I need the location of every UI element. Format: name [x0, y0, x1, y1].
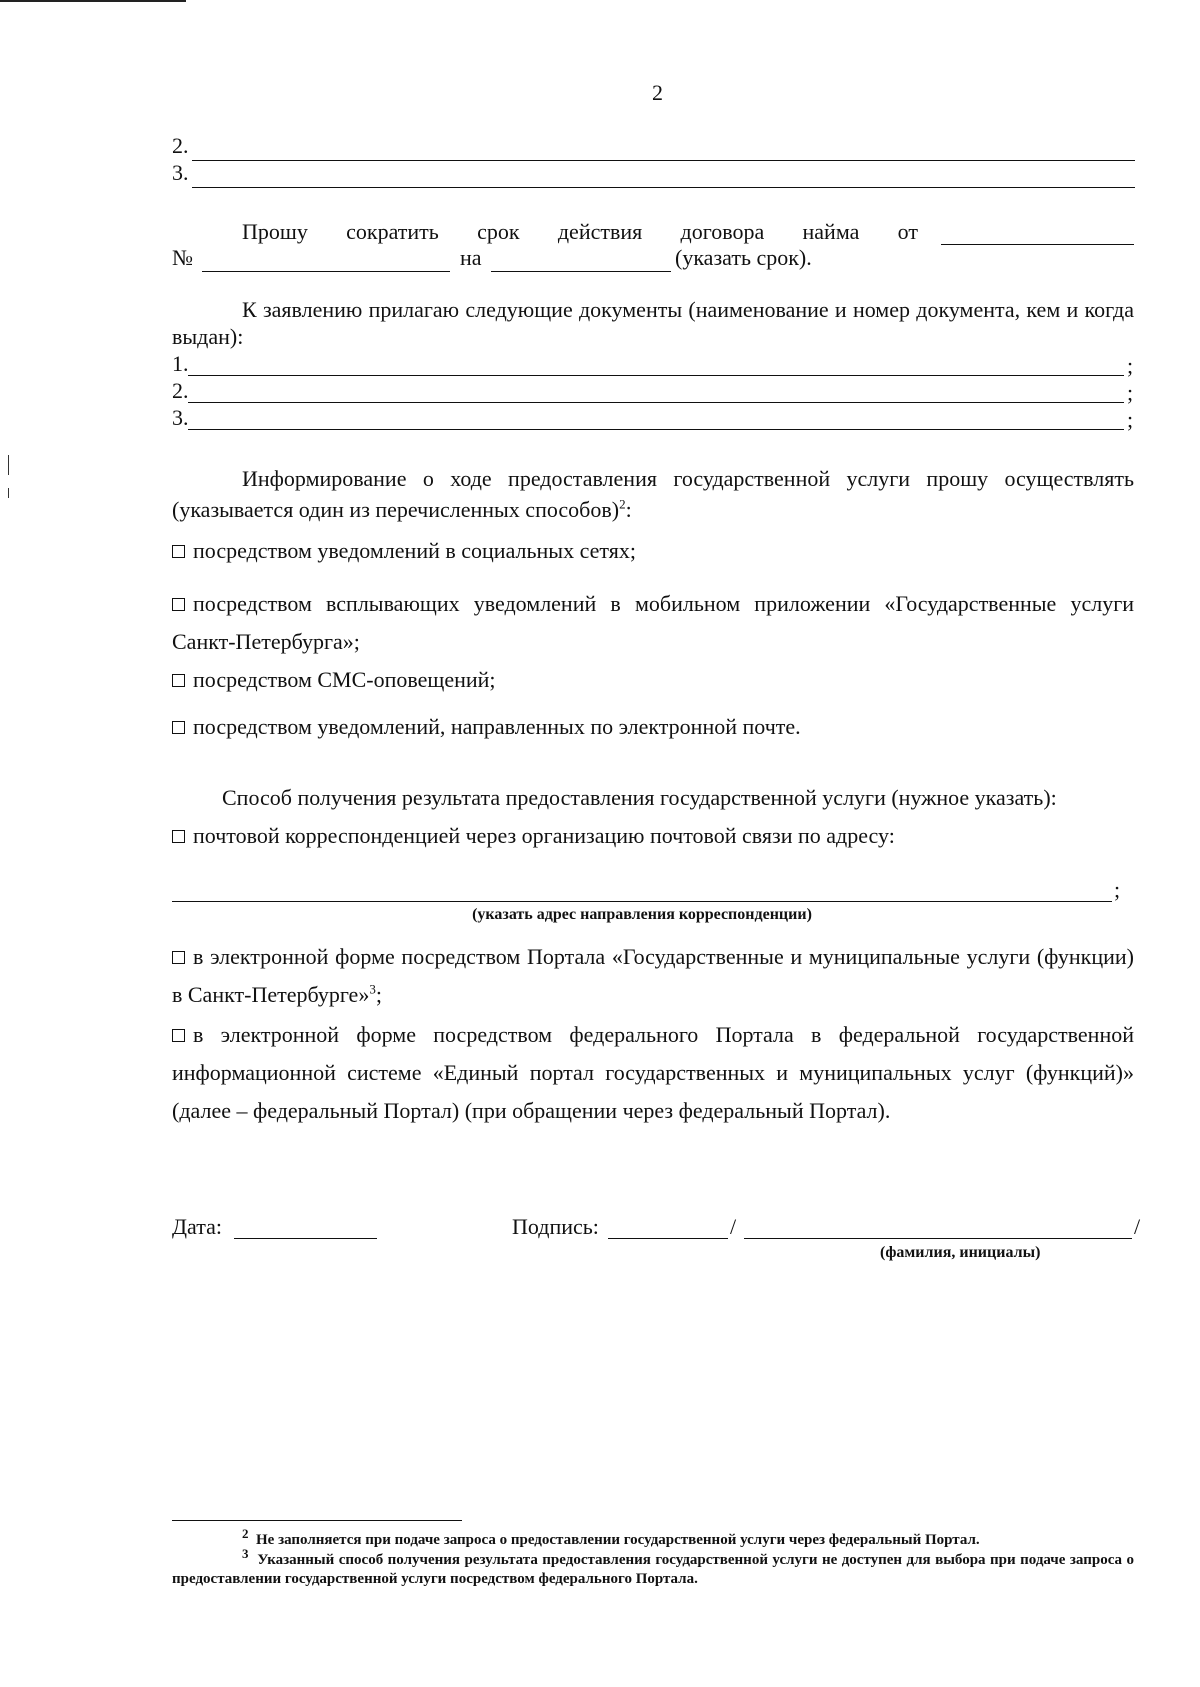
result-option-federal[interactable] — [172, 1016, 1134, 1130]
contract-date-field[interactable] — [941, 244, 1134, 245]
list-item-number: 3. — [172, 160, 189, 185]
attachment-field[interactable] — [188, 402, 1124, 403]
fill-line[interactable] — [192, 187, 1135, 188]
result-option-label: в электронной форме посредством федерального Портала в федеральной государственной информационной системе «Единый портал государственных и муниципальных услуг (функций)» (далее – федеральный Портал) (при обращении через федеральный Портал). — [172, 1022, 1134, 1123]
footnote-ref: 2 — [619, 496, 626, 512]
request-text-part: Прошу сократить срок действия договора найма от — [242, 219, 918, 244]
request-text — [242, 219, 918, 245]
footnote-mark: 2 — [242, 1526, 249, 1541]
informing-option-label: посредством уведомлений, направленных по электронной почте. — [193, 714, 801, 739]
attachment-separator: ; — [1127, 353, 1134, 378]
informing-option[interactable] — [172, 538, 1134, 564]
attachments-intro-text: К заявлению прилагаю следующие документы (наименование и номер документа, кем и когда выдан): — [172, 297, 1134, 349]
attachment-number: 1. — [172, 351, 189, 376]
informing-option[interactable] — [172, 714, 1134, 740]
list-item-number: 2. — [172, 133, 189, 158]
footnote-text: Не заполняется при подаче запроса о предоставлении государственной услуги через федеральный Портал. — [256, 1532, 980, 1548]
footnote-separator — [172, 1520, 462, 1521]
contract-number-field[interactable] — [202, 271, 450, 272]
attachment-number: 3. — [172, 405, 189, 430]
footnote-text: Указанный способ получения результата предоставления государственной услуги не доступен для выбора при подаче запроса о предоставлении государственной услуги посредством федерального Портала. — [172, 1552, 1134, 1587]
name-field[interactable] — [744, 1238, 1132, 1239]
signature-label: Подпись: — [512, 1214, 599, 1239]
footnote — [172, 1546, 1134, 1589]
result-option-portal[interactable] — [172, 938, 1134, 1014]
scan-edge-mark — [8, 488, 9, 498]
attachment-separator: ; — [1127, 380, 1134, 405]
informing-option-label: посредством СМС-оповещений; — [193, 667, 496, 692]
scan-edge-mark — [0, 0, 186, 2]
result-option-end: ; — [375, 982, 382, 1007]
result-option-label: в электронной форме посредством Портала «Государственные и муниципальные услуги (функции) в Санкт-Петербурге» — [172, 944, 1134, 1007]
attachment-field[interactable] — [188, 429, 1124, 430]
footnote-ref: 3 — [369, 981, 376, 997]
request-tail: (указать срок). — [675, 245, 812, 270]
signature-slash: / — [730, 1214, 737, 1239]
fill-line[interactable] — [192, 160, 1135, 161]
address-separator: ; — [1114, 877, 1121, 902]
address-caption: (указать адрес направления корреспонденции) — [472, 906, 812, 923]
informing-text — [172, 463, 1134, 525]
result-heading: Способ получения результата предоставления государственной услуги (нужное указать): — [222, 785, 1057, 810]
new-term-field[interactable] — [491, 271, 671, 272]
checkbox-icon[interactable] — [172, 830, 185, 843]
attachment-field[interactable] — [188, 375, 1124, 376]
address-field[interactable] — [172, 901, 1112, 902]
result-option-postal[interactable] — [172, 823, 1134, 849]
informing-option-label: посредством всплывающих уведомлений в мобильном приложении «Государственные услуги Санкт-Петербурга»; — [172, 591, 1134, 654]
signature-slash: / — [1134, 1214, 1141, 1239]
informing-colon: : — [625, 497, 632, 522]
informing-option-label: посредством уведомлений в социальных сетях; — [193, 538, 636, 563]
name-caption: (фамилия, инициалы) — [880, 1244, 1041, 1261]
checkbox-icon[interactable] — [172, 721, 185, 734]
scan-edge-mark — [8, 455, 9, 475]
checkbox-icon[interactable] — [172, 598, 185, 611]
signature-field[interactable] — [608, 1238, 728, 1239]
number-sign: № — [172, 245, 193, 270]
checkbox-icon[interactable] — [172, 674, 185, 687]
attachment-separator: ; — [1127, 407, 1134, 432]
informing-option[interactable] — [172, 585, 1134, 661]
date-field[interactable] — [234, 1238, 377, 1239]
attachment-number: 2. — [172, 378, 189, 403]
request-na-label: на — [460, 245, 482, 270]
result-option-label: почтовой корреспонденцией через организацию почтовой связи по адресу: — [193, 823, 895, 848]
footnote-mark: 3 — [242, 1546, 249, 1561]
checkbox-icon[interactable] — [172, 1029, 185, 1042]
attachments-intro — [172, 296, 1134, 350]
date-label: Дата: — [172, 1214, 222, 1239]
page-number: 2 — [652, 80, 663, 105]
checkbox-icon[interactable] — [172, 951, 185, 964]
footnote — [172, 1526, 1134, 1550]
informing-option[interactable] — [172, 667, 1134, 693]
informing-text-body: Информирование о ходе предоставления государственной услуги прошу осуществлять (указывается один из перечисленных способов) — [172, 466, 1134, 522]
checkbox-icon[interactable] — [172, 545, 185, 558]
